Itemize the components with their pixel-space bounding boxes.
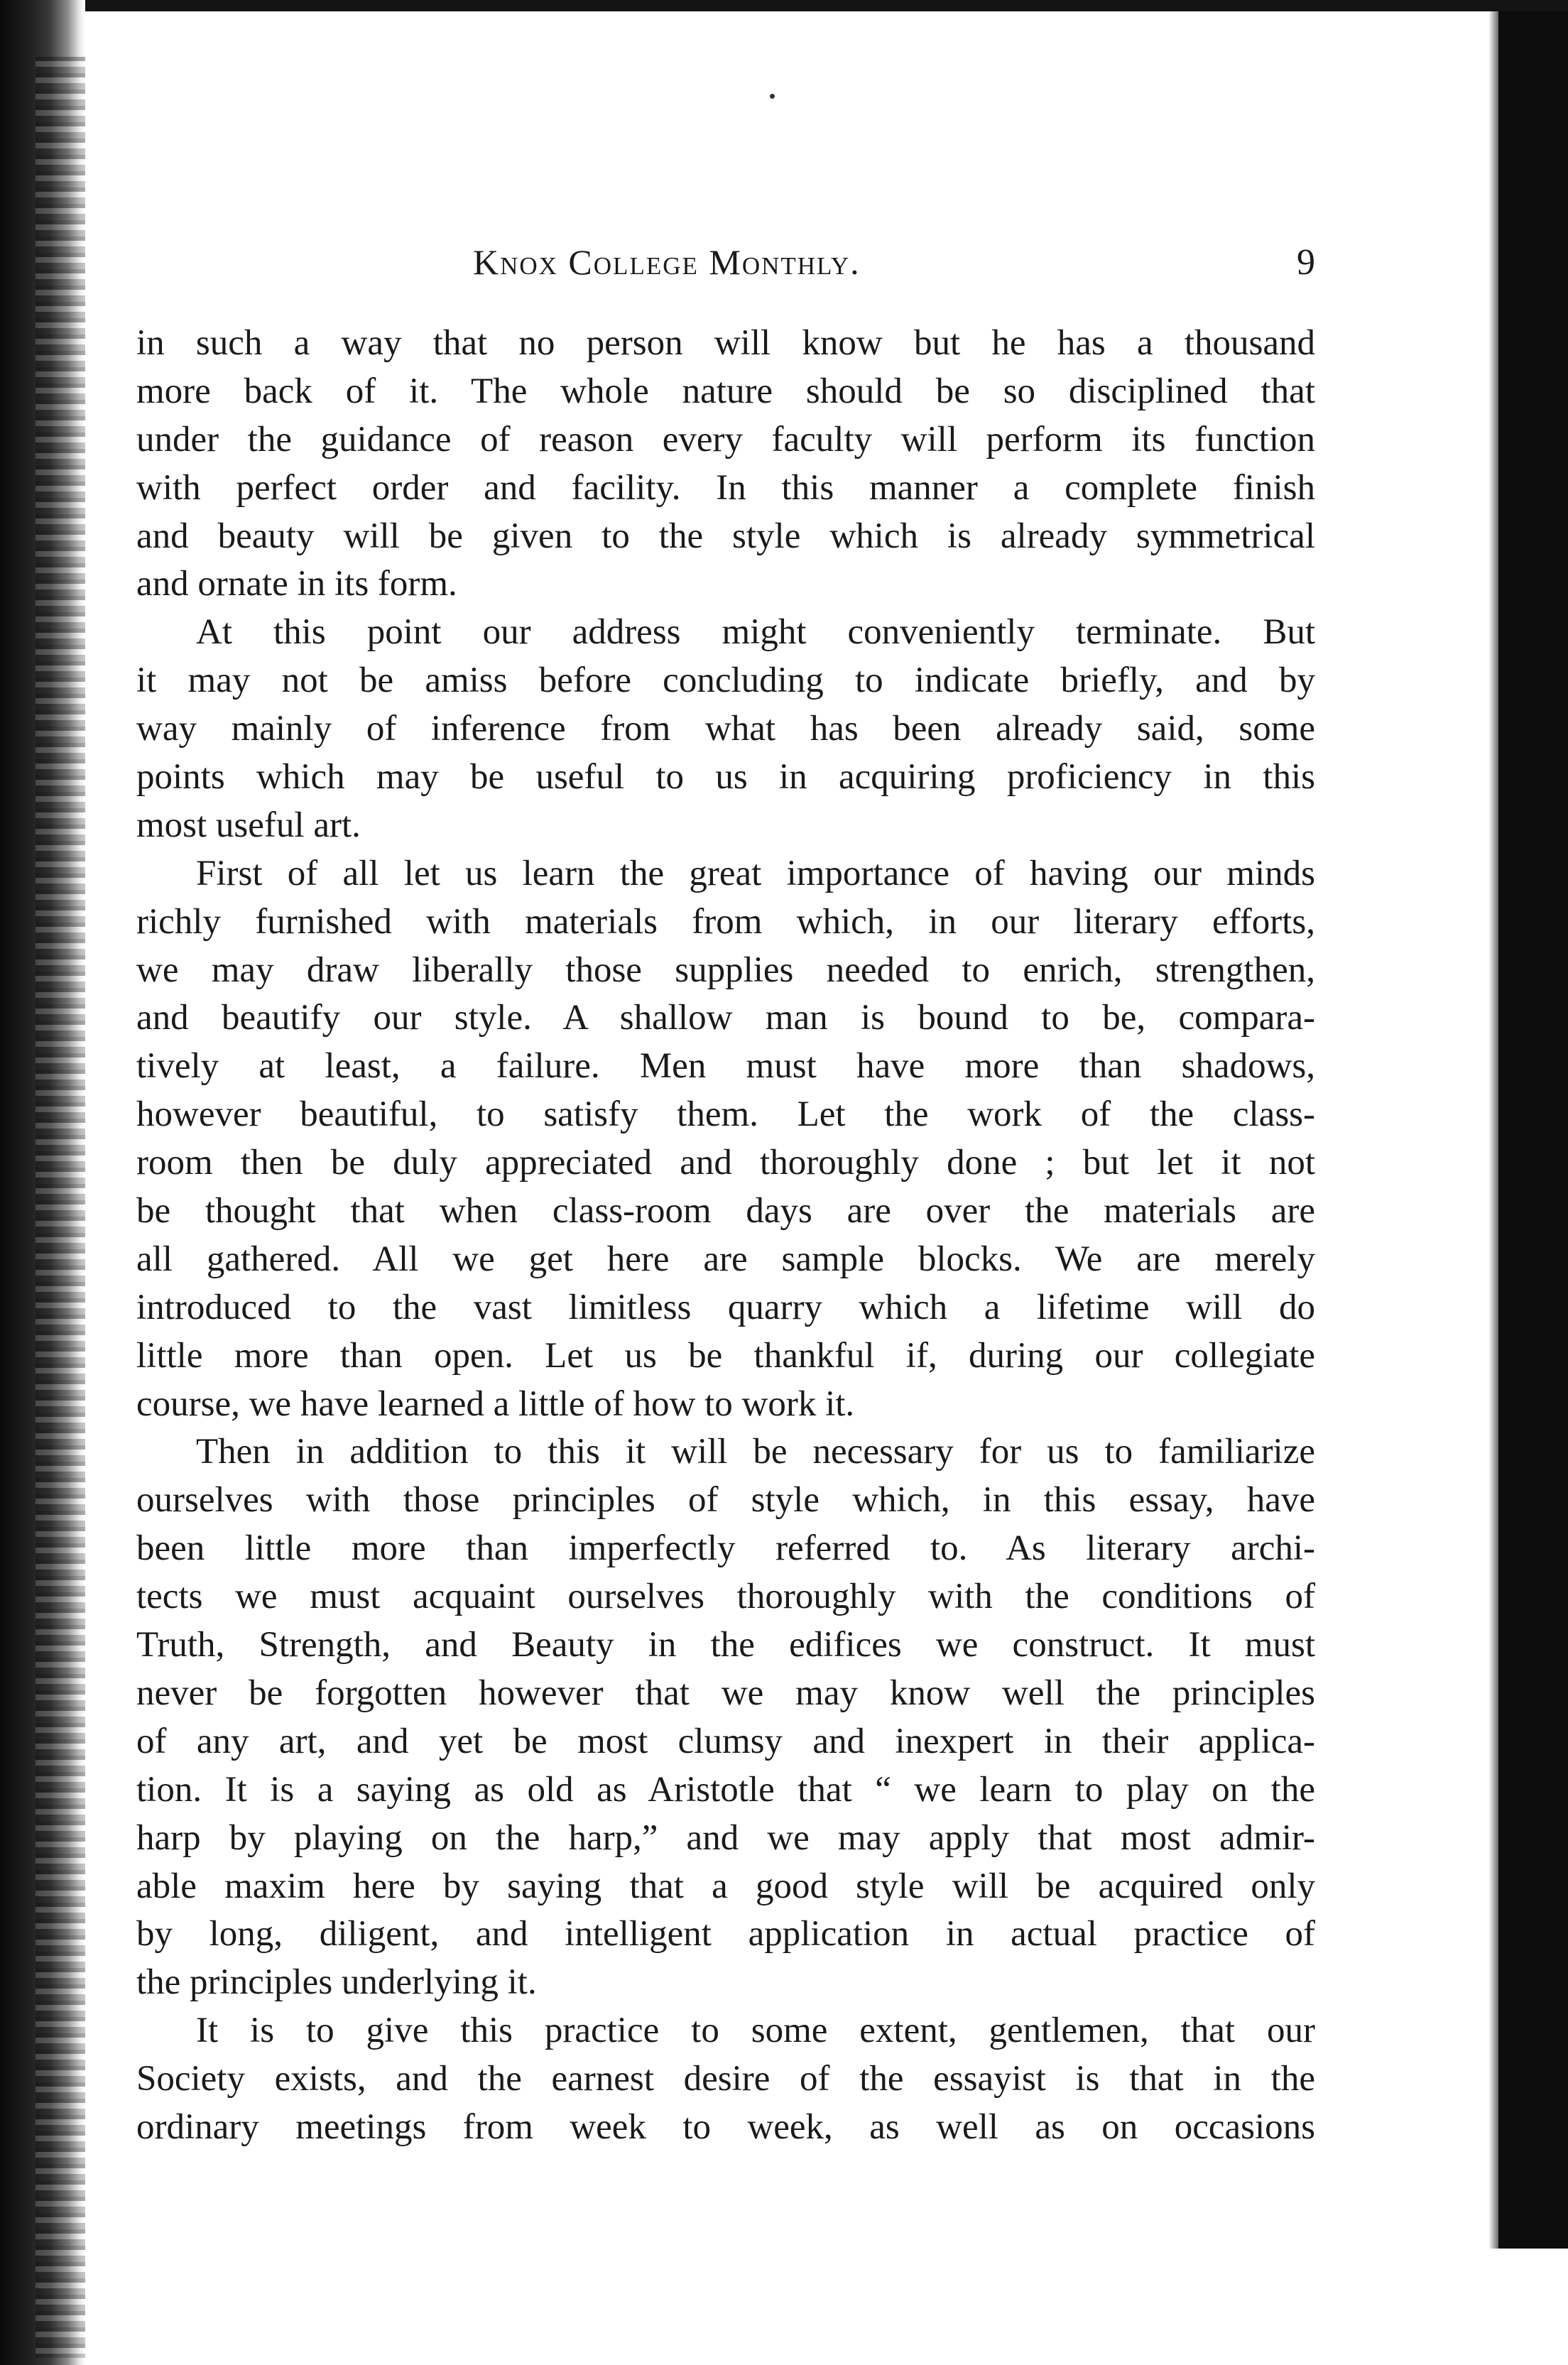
text-line: richly furnished with materials from which, in our literary efforts,: [136, 901, 1315, 942]
text-line: able maxim here by saying that a good style will be acquired only: [136, 1866, 1315, 1906]
text-line: and ornate in its form.: [136, 564, 457, 604]
text-line: under the guidance of reason every faculty will perform its function: [136, 419, 1315, 460]
running-head: [136, 241, 1315, 284]
text-line: Society exists, and the earnest desire of the essayist is that in the: [136, 2059, 1315, 2099]
paragraph: [136, 1428, 1315, 2007]
text-line: more back of it. The whole nature should be so disciplined that: [136, 371, 1315, 411]
scan-speck: [770, 94, 775, 99]
text-line: we may draw liberally those supplies needed to enrich, strengthen,: [136, 950, 1315, 990]
text-line: way mainly of inference from what has been already said, some: [136, 709, 1315, 749]
page-number: 9: [1297, 242, 1315, 283]
text-line: room then be duly appreciated and thoroughly done ; but let it not: [136, 1143, 1315, 1183]
text-line: At this point our address might conveniently terminate. But: [196, 612, 1315, 653]
text-line: it may not be amiss before concluding to indicate briefly, and by: [136, 660, 1315, 701]
text-line: in such a way that no person will know but he has a thousand: [136, 323, 1315, 363]
text-line: never be forgotten however that we may know well the principles: [136, 1673, 1315, 1713]
text-line: course, we have learned a little of how to work it.: [136, 1383, 855, 1424]
text-line: all gathered. All we get here are sample blocks. We are merely: [136, 1239, 1315, 1279]
text-line: and beauty will be given to the style which is already symmetrical: [136, 516, 1315, 556]
scan-edge-right: [1488, 11, 1498, 2249]
text-line: be thought that when class-room days are over the materials are: [136, 1191, 1315, 1232]
text-line: by long, diligent, and intelligent application in actual practice of: [136, 1914, 1315, 1954]
scan-binding-shadow: [36, 57, 85, 2358]
text-line: ourselves with those principles of style which, in this essay, have: [136, 1480, 1315, 1521]
text-line: most useful art.: [136, 805, 361, 845]
text-line: and beautify our style. A shallow man is bound to be, compara-: [136, 998, 1315, 1038]
paragraph: [136, 320, 1315, 609]
text-line: harp by playing on the harp,” and we may apply that most admir-: [136, 1817, 1315, 1858]
text-line: introduced to the vast limitless quarry which a lifetime will do: [136, 1287, 1315, 1327]
text-line: however beautiful, to satisfy them. Let the work of the class-: [136, 1094, 1315, 1135]
journal-title: Knox College Monthly.: [473, 242, 861, 282]
paragraph: [136, 850, 1315, 1429]
text-line: First of all let us learn the great importance of having our minds: [196, 853, 1315, 893]
scan-border-right: [1498, 11, 1568, 2249]
text-line: points which may be useful to us in acquiring proficiency in this: [136, 757, 1315, 798]
text-line: of any art, and yet be most clumsy and inexpert in their applica-: [136, 1721, 1315, 1761]
text-line: been little more than imperfectly referred to. As literary archi-: [136, 1528, 1315, 1569]
text-line: Then in addition to this it will be necessary for us to familiarize: [196, 1432, 1315, 1472]
text-line: little more than open. Let us be thankful if, during our collegiate: [136, 1335, 1315, 1376]
body-text: [136, 320, 1315, 2152]
paragraph: [136, 609, 1315, 849]
text-line: tion. It is a saying as old as Aristotle that “ we learn to play on the: [136, 1769, 1315, 1810]
text-line: tively at least, a failure. Men must have more than shadows,: [136, 1046, 1315, 1087]
text-line: with perfect order and facility. In this manner a complete finish: [136, 467, 1315, 508]
text-line: ordinary meetings from week to week, as well as on occasions: [136, 2106, 1315, 2147]
scan-border-top: [0, 0, 1568, 11]
text-line: the principles underlying it.: [136, 1962, 537, 2003]
text-line: tects we must acquaint ourselves thoroughly with the conditions of: [136, 1577, 1315, 1617]
text-line: It is to give this practice to some extent, gentlemen, that our: [196, 2011, 1315, 2051]
text-line: Truth, Strength, and Beauty in the edifices we construct. It must: [136, 1625, 1315, 1665]
paragraph: [136, 2007, 1315, 2152]
